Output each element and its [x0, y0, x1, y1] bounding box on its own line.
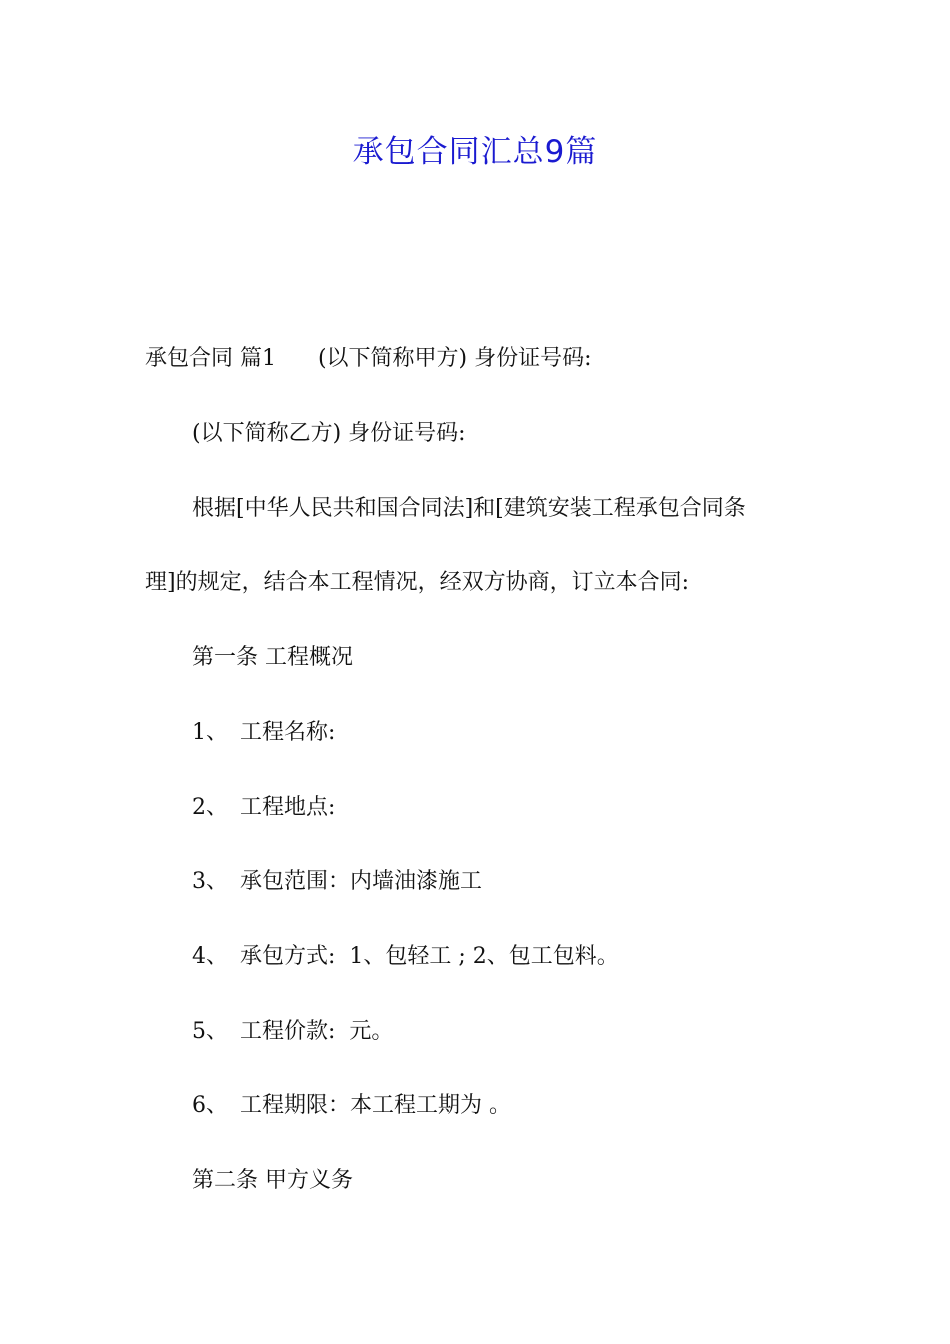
item-number: 3、 — [192, 869, 228, 894]
list-item — [192, 1017, 393, 1047]
item-text: 工程期限：本工程工期为 。 — [240, 1093, 511, 1118]
list-item — [192, 718, 335, 748]
item-text: 工程地点: — [240, 795, 336, 820]
article-1-heading: 第一条 工程概况 — [192, 645, 353, 670]
basis-line-1: 根据[中华人民共和国合同法]和[建筑安装工程承包合同条 — [192, 496, 746, 521]
list-item — [192, 942, 619, 972]
list-item — [192, 867, 482, 897]
list-item — [192, 1091, 511, 1121]
item-number: 5、 — [192, 1019, 228, 1044]
intro-line: 承包合同 篇1 (以下简称甲方) 身份证号码: — [145, 346, 592, 371]
item-number: 1、 — [192, 720, 228, 745]
party-b-line: (以下简称乙方) 身份证号码: — [192, 421, 466, 446]
article-2-heading: 第二条 甲方义务 — [192, 1168, 353, 1193]
basis-line-2: 理]的规定，结合本工程情况，经双方协商，订立本合同: — [145, 570, 689, 595]
item-text: 工程价款: 元。 — [240, 1019, 394, 1044]
item-number: 4、 — [192, 944, 228, 969]
list-item — [192, 793, 335, 823]
document-title: 承包合同汇总9篇 — [352, 134, 598, 170]
item-number: 6、 — [192, 1093, 228, 1118]
item-text: 工程名称: — [240, 720, 336, 745]
item-text: 承包范围：内墙油漆施工 — [240, 869, 483, 894]
item-text: 承包方式: 1、包轻工 ; 2、包工包料。 — [240, 944, 619, 969]
item-number: 2、 — [192, 795, 228, 820]
